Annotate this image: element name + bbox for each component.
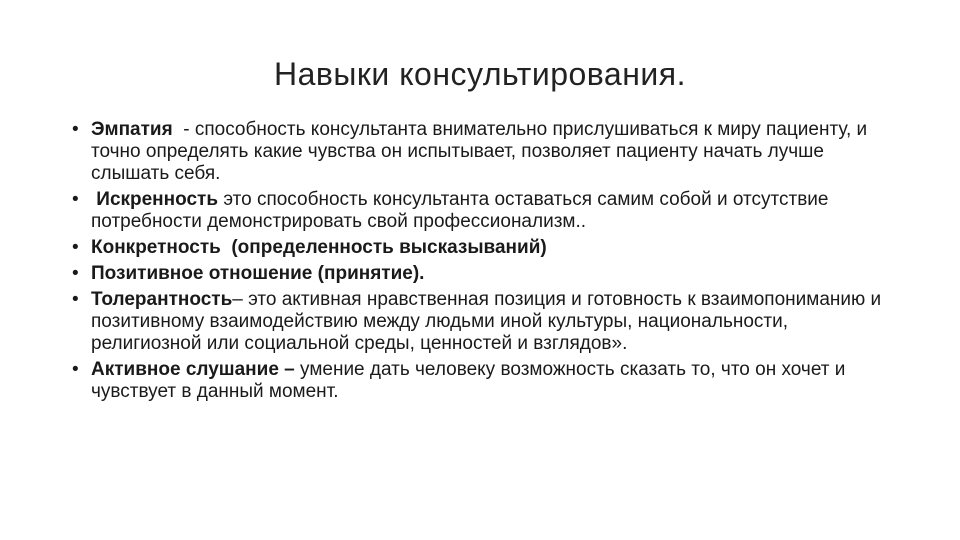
bullet-icon: • (72, 237, 79, 258)
list-item-concreteness (72, 237, 892, 259)
bullet-icon: • (72, 189, 79, 210)
term-label: Конкретность (определенность высказываний) (91, 237, 547, 258)
list-item-positive-attitude (72, 263, 892, 285)
term-description: умение дать человеку возможность сказать то, что он хочет и чувствует в данный момент. (91, 359, 846, 402)
term-description: - способность консультанта внимательно прислушиваться к миру пациенту, и точно определять какие чувства он испытывает, позволяет пациенту начать лучше слышать себя. (91, 119, 873, 184)
term-description: – это активная нравственная позиция и готовность к взаимопониманию и позитивному взаимодействию между людьми иной культуры, национальности, религиозной или социальной среды, ценностей и взглядов». (91, 289, 882, 354)
bullet-list (72, 119, 892, 403)
list-item-active-listening (72, 359, 892, 403)
term-label: Эмпатия (91, 119, 173, 140)
term-label: Позитивное отношение (принятие). (91, 263, 425, 284)
list-item-empathy (72, 119, 892, 185)
bullet-icon: • (72, 119, 79, 140)
term-description: это способность консультанта оставаться самим собой и отсутствие потребности демонстрировать свой профессионализм.. (91, 189, 829, 232)
bullet-icon: • (72, 359, 79, 380)
bullet-icon: • (72, 289, 79, 310)
list-item-tolerance (72, 289, 892, 355)
slide-title: Навыки консультирования. (274, 56, 686, 92)
term-label: Толерантность (91, 289, 233, 310)
list-item-sincerity (72, 189, 892, 233)
term-label: Активное слушание – (91, 359, 295, 380)
term-label: Искренность (96, 189, 219, 210)
bullet-icon: • (72, 263, 79, 284)
